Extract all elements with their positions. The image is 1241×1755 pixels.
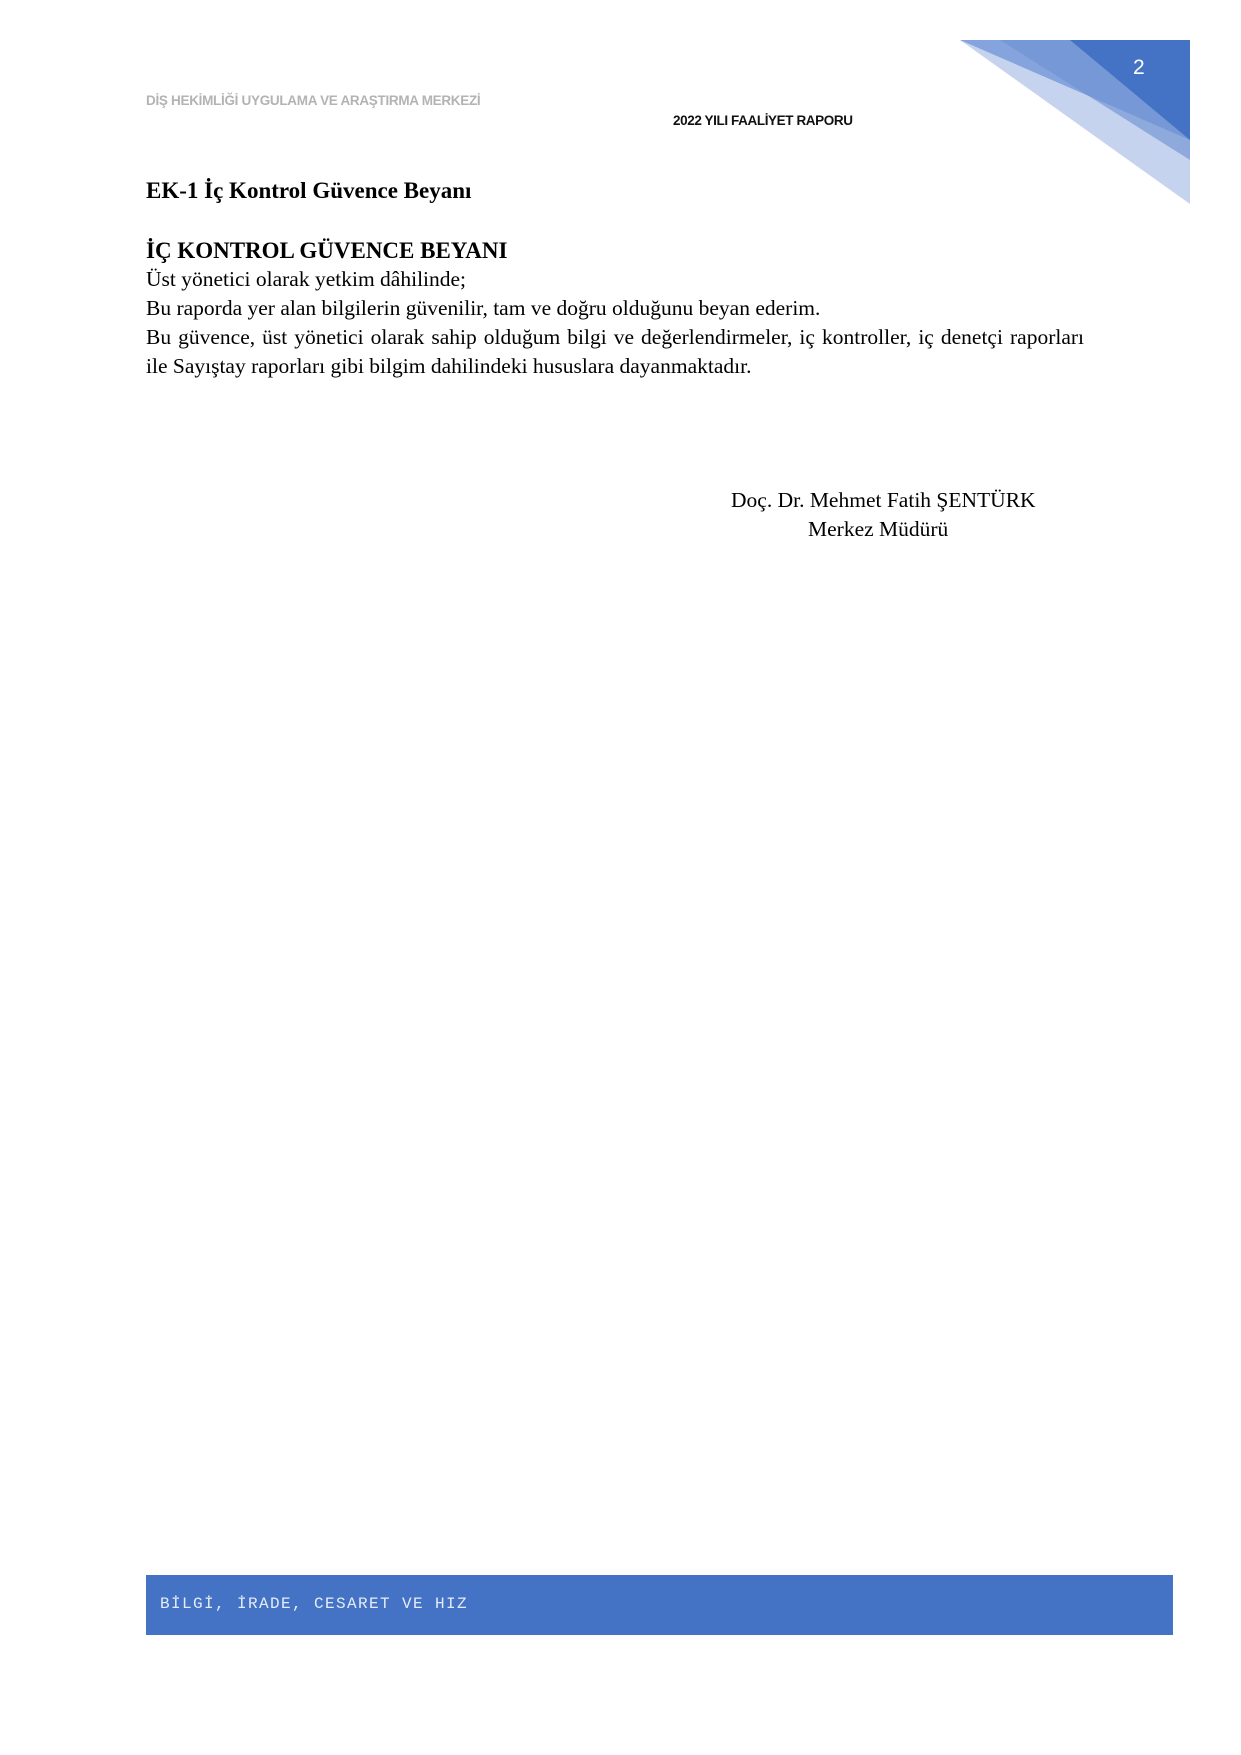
statement-title: İÇ KONTROL GÜVENCE BEYANI: [146, 238, 508, 263]
page-number: 2: [1133, 56, 1145, 79]
header-organization: DİŞ HEKİMLİĞİ UYGULAMA VE ARAŞTIRMA MERKEZİ: [146, 93, 481, 108]
header-report-title: 2022 YILI FAALİYET RAPORU: [673, 113, 853, 128]
section-heading: EK-1 İç Kontrol Güvence Beyanı: [146, 178, 472, 203]
statement-paragraph: Bu güvence, üst yönetici olarak sahip olduğum bilgi ve değerlendirmeler, iç kontroller, iç denetçi raporları ile Sayıştay raporları gibi bilgim dahilindeki hususlara dayanmaktadır.: [146, 325, 1084, 378]
statement-block: [146, 236, 1084, 381]
signatory-name: Doç. Dr. Mehmet Fatih ŞENTÜRK: [731, 488, 1036, 512]
statement-line-1: Üst yönetici olarak yetkim dâhilinde;: [146, 267, 467, 291]
signatory-title: Merkez Müdürü: [808, 517, 949, 541]
footer-bar: [146, 1575, 1173, 1635]
statement-line-2: Bu raporda yer alan bilgilerin güvenilir, tam ve doğru olduğunu beyan ederim.: [146, 296, 821, 320]
footer-motto: BİLGİ, İRADE, CESARET VE HIZ: [160, 1595, 469, 1613]
